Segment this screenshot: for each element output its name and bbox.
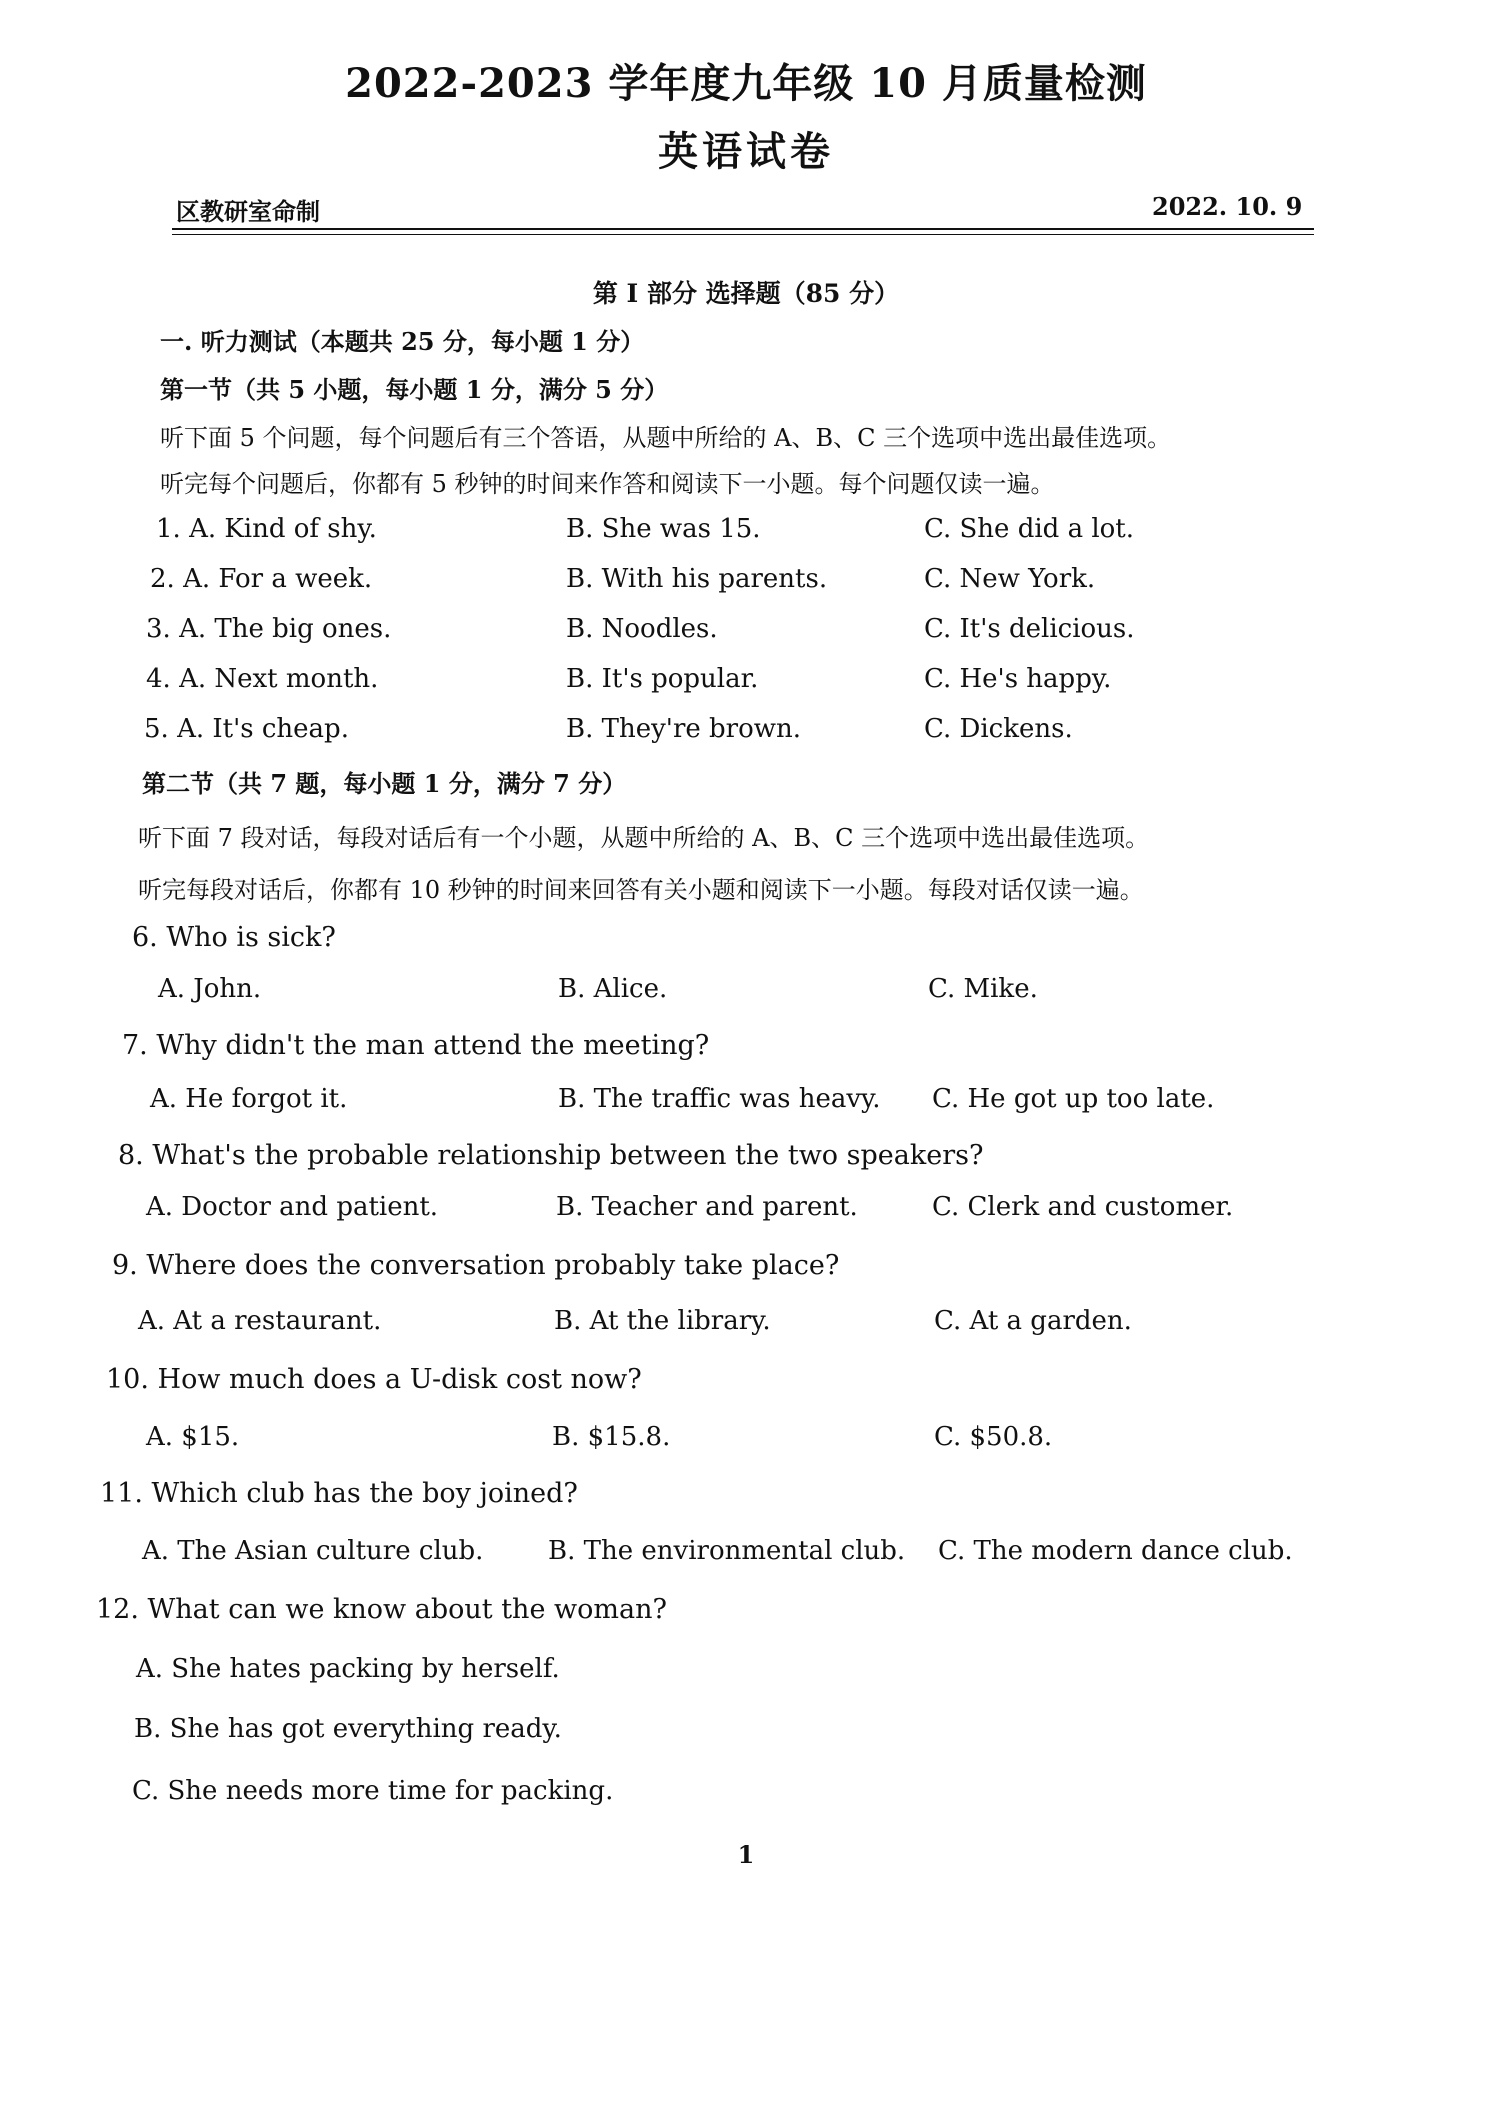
header-rule-thin: [172, 234, 1314, 235]
q11-option-c: C. The modern dance club.: [938, 1536, 1293, 1566]
q7-question: 7. Why didn't the man attend the meeting?: [122, 1030, 710, 1061]
q1-option-a: 1. A. Kind of shy.: [156, 514, 377, 544]
subsection-1-heading: 第一节（共 5 小题，每小题 1 分，满分 5 分）: [160, 375, 669, 404]
author-line: 区教研室命制: [176, 197, 320, 226]
subsection-1-instruction-1: 听下面 5 个问题，每个问题后有三个答语，从题中所给的 A、B、C 三个选项中选出最佳选项。: [160, 424, 1172, 452]
q2-option-b: B. With his parents.: [566, 564, 828, 594]
exam-title: 2022-2023 学年度九年级 10 月质量检测: [345, 60, 1147, 107]
q4-option-a: 4. A. Next month.: [146, 664, 379, 694]
q1-option-b: B. She was 15.: [566, 514, 761, 544]
q12-question: 12. What can we know about the woman?: [96, 1594, 667, 1625]
exam-subtitle: 英语试卷: [658, 128, 834, 175]
q8-question: 8. What's the probable relationship between the two speakers?: [118, 1140, 984, 1171]
q11-option-b: B. The environmental club.: [548, 1536, 906, 1566]
q8-option-b: B. Teacher and parent.: [556, 1192, 858, 1222]
q3-option-c: C. It's delicious.: [924, 614, 1135, 644]
q9-option-b: B. At the library.: [554, 1306, 771, 1336]
q8-option-a: A. Doctor and patient.: [146, 1192, 439, 1222]
subsection-2-instruction-1: 听下面 7 段对话，每段对话后有一个小题，从题中所给的 A、B、C 三个选项中选出最佳选项。: [138, 824, 1150, 852]
q6-option-a: A. John.: [158, 974, 262, 1004]
q11-question: 11. Which club has the boy joined?: [100, 1478, 578, 1509]
q8-option-c: C. Clerk and customer.: [932, 1192, 1234, 1222]
subsection-1-instruction-2: 听完每个问题后，你都有 5 秒钟的时间来作答和阅读下一小题。每个问题仅读一遍。: [160, 470, 1055, 498]
part-title: 第 I 部分 选择题（85 分）: [592, 279, 900, 308]
q7-option-c: C. He got up too late.: [932, 1084, 1215, 1114]
subsection-2-instruction-2: 听完每段对话后，你都有 10 秒钟的时间来回答有关小题和阅读下一小题。每段对话仅读一遍。: [138, 876, 1144, 904]
q10-option-b: B. $15.8.: [552, 1422, 671, 1452]
q12-option-b: B. She has got everything ready.: [134, 1714, 562, 1744]
page-number: 1: [737, 1840, 755, 1869]
q4-option-c: C. He's happy.: [924, 664, 1112, 694]
q4-option-b: B. It's popular.: [566, 664, 759, 694]
section-heading: 一. 听力测试（本题共 25 分，每小题 1 分）: [160, 327, 645, 356]
q5-option-b: B. They're brown.: [566, 714, 802, 744]
q7-option-a: A. He forgot it.: [150, 1084, 348, 1114]
q7-option-b: B. The traffic was heavy.: [558, 1084, 881, 1114]
q10-question: 10. How much does a U-disk cost now?: [106, 1364, 642, 1395]
q10-option-c: C. $50.8.: [934, 1422, 1053, 1452]
q3-option-a: 3. A. The big ones.: [146, 614, 392, 644]
q10-option-a: A. $15.: [146, 1422, 240, 1452]
q3-option-b: B. Noodles.: [566, 614, 718, 644]
q2-option-c: C. New York.: [924, 564, 1096, 594]
exam-date: 2022. 10. 9: [1152, 192, 1303, 221]
q5-option-c: C. Dickens.: [924, 714, 1073, 744]
q5-option-a: 5. A. It's cheap.: [144, 714, 349, 744]
q2-option-a: 2. A. For a week.: [150, 564, 373, 594]
q6-question: 6. Who is sick?: [132, 922, 336, 953]
q12-option-a: A. She hates packing by herself.: [136, 1654, 560, 1684]
q9-option-c: C. At a garden.: [934, 1306, 1132, 1336]
q6-option-c: C. Mike.: [928, 974, 1038, 1004]
q9-question: 9. Where does the conversation probably take place?: [112, 1250, 840, 1281]
q6-option-b: B. Alice.: [558, 974, 668, 1004]
subsection-2-heading: 第二节（共 7 题，每小题 1 分，满分 7 分）: [142, 769, 627, 798]
q1-option-c: C. She did a lot.: [924, 514, 1135, 544]
q12-option-c: C. She needs more time for packing.: [132, 1776, 614, 1806]
q9-option-a: A. At a restaurant.: [138, 1306, 382, 1336]
q11-option-a: A. The Asian culture club.: [142, 1536, 484, 1566]
header-rule: [172, 228, 1314, 230]
